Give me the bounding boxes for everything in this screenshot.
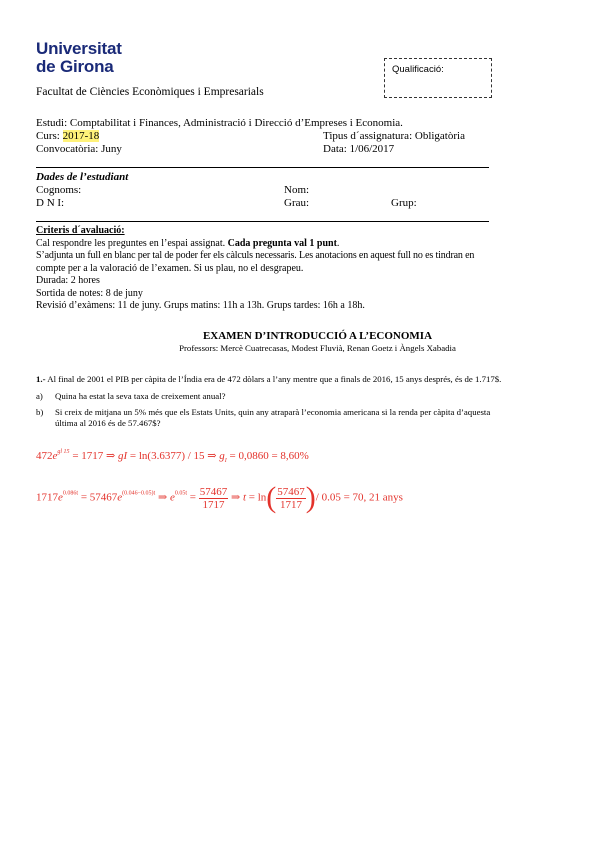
faculty-name: Facultat de Ciències Econòmiques i Empresarials (36, 86, 264, 98)
grau-field[interactable]: Grau: (284, 197, 310, 209)
estudi-line: Estudi: Comptabilitat i Finances, Administració i Direcció d’Empreses i Economia. (36, 117, 403, 129)
question-1 (36, 374, 576, 385)
logo-line-2: de Girona (36, 57, 114, 76)
nom-field[interactable]: Nom: (284, 184, 310, 196)
university-logo (36, 40, 122, 76)
criteria-block (36, 225, 491, 313)
question-number: 1.- (36, 374, 46, 384)
answer-a-equation: $472e^{gl 15} = 1717$ ⇒ gI = ln(3.6377) / 15 ⇒ $g_I = 0,0860 = 8,60\%$ (36, 449, 309, 464)
divider-2 (36, 221, 489, 222)
logo-line-1: Universitat (36, 39, 122, 58)
criteria-line-1: Cal respondre les preguntes en l’espai assignat. Cada pregunta val 1 punt. (36, 237, 340, 249)
divider-1 (36, 167, 489, 168)
question-1a-text: Quina ha estat la seva taxa de creixement anual? (55, 391, 226, 401)
curs-value: 2017-18 (62, 130, 100, 142)
question-text: Al final de 2001 el PIB per càpita de l’Índia era de 472 dòlars a l’any mentre que a finals de 2016, 15 anys després, és de 1.717$. (47, 374, 502, 384)
professors: Professors: Mercè Cuatrecasas, Modest Fluvià, Renan Goetz i Àngels Xabadia (179, 343, 456, 353)
criteria-line-3: compte per a la valoració de l’examen. Si us plau, no el desgrapeu. (36, 262, 304, 274)
duration: Durada: 2 hores (36, 275, 100, 286)
tipus-line: Tipus d´assignatura: Obligatòria (323, 130, 465, 142)
convocatoria-line: Convocatòria: Juny (36, 143, 122, 155)
criteria-line-2: S’adjunta un full en blanc per tal de poder fer els càlculs necessaris. Les anotacions en aquest full no es tindran en (36, 250, 475, 261)
grades-release: Sortida de notes: 8 de juny (36, 287, 143, 299)
exam-review: Revisió d’exàmens: 11 de juny. Grups matins: 11h a 13h. Grups tardes: 16h a 18h. (36, 300, 365, 311)
exam-title: EXAMEN D’INTRODUCCIÓ A L’ECONOMIA (202, 330, 433, 342)
answer-b-equation: $1717e^{0.086t} = 57467e^{(0.046-0.05)t}$ ⇒ $e^{0.05t}$ = $\frac{57467}{1717}$ ⇒ t = ln( $\frac{57467}{1717}$ )/ 0.05 = 70, 21 anys (36, 481, 403, 514)
question-1b-text-1: Si creix de mitjana un 5% més que els Estats Units, quin any atraparà l’economia americana si la renda per càpita d’aquesta (55, 407, 491, 417)
date-line: Data: 1/06/2017 (323, 143, 395, 155)
grade-label: Qualificació: (392, 64, 444, 75)
fraction-2: $\frac{57467}{1717}$ (277, 485, 305, 511)
cognoms-field[interactable]: Cognoms: (36, 184, 82, 196)
grup-field[interactable]: Grup: (391, 197, 417, 209)
fraction-1: $\frac{57467}{1717}$ (199, 485, 228, 511)
grade-box[interactable] (384, 58, 492, 98)
curs-line (36, 130, 99, 143)
question-1b-text-2: última al 2016 és de 57.467$? (55, 418, 161, 428)
dni-field[interactable]: D N I: (36, 197, 65, 209)
criteria-title: Criteris d´avaluació: (36, 225, 125, 236)
curs-label: Curs: (36, 130, 63, 142)
student-data-title: Dades de l’estudiant (36, 171, 129, 183)
question-1a-label: a) (36, 391, 43, 401)
question-1b-label: b) (36, 407, 44, 417)
